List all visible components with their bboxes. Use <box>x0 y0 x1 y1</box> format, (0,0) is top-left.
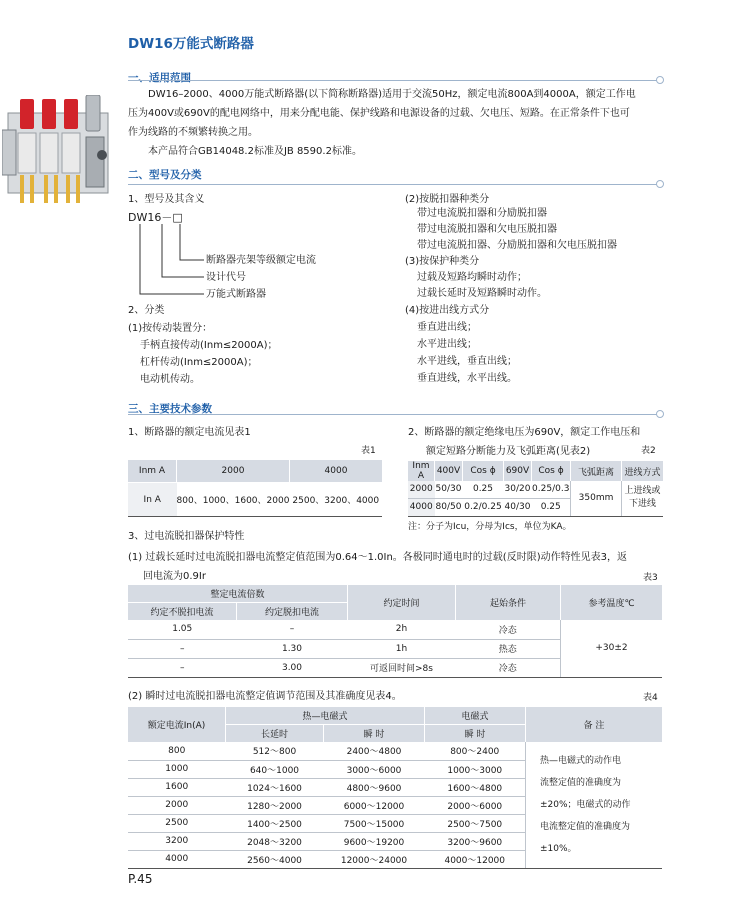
model-title: 1、型号及其含义 <box>128 194 205 205</box>
op-item-2: 杠杆传动(Inm≤2000A)； <box>140 357 258 368</box>
t4-header-long: 长延时 <box>226 724 324 742</box>
t2-row-2-cos-2: 0.25 <box>540 502 561 512</box>
t2-wiring-line-2: 下进线 <box>628 499 656 510</box>
t4-r4-long: 1280～2000 <box>247 801 302 812</box>
section-1-text <box>128 85 668 161</box>
section-3-heading: 三、主要技术参数 <box>128 403 212 415</box>
t3-header-time: 约定时间 <box>348 585 456 620</box>
t2-row-1-inm: 2000 <box>408 481 435 498</box>
section-1-line-3: 作为线路的不频繁转换之用。 <box>128 127 258 138</box>
t3-r1-a: 1.05 <box>172 624 193 635</box>
t4-header-inst-em: 瞬 时 <box>425 724 526 742</box>
t4-r6-em: 3200～9600 <box>447 837 503 848</box>
t4-note-line-3: ±20%；电磁式的动作 <box>540 799 631 810</box>
t4-r1-inst: 2400～4800 <box>346 747 402 758</box>
prot-title: (3)按保护种类分 <box>405 256 480 267</box>
section-1-standard: 本产品符合GB14048.2标准及JB 8590.2标准。 <box>148 146 362 157</box>
t4-note <box>526 742 663 868</box>
section-3-rule-dot <box>656 410 664 418</box>
t3-r3-start: 冷态 <box>498 664 517 674</box>
t2-row-2-400v: 80/50 <box>435 502 462 512</box>
t4-r3-inst: 4800～9600 <box>346 783 402 794</box>
t3-r2-a: – <box>180 643 185 654</box>
wire-item-4: 垂直进线，水平出线。 <box>417 373 517 384</box>
t2-row-2-690v: 40/30 <box>504 502 531 512</box>
section-1-heading: 一、适用范围 <box>128 72 191 84</box>
page-title: DW16万能式断路器 <box>128 36 254 52</box>
table-1 <box>128 459 382 517</box>
section-2-rule <box>128 184 663 185</box>
t4-r7-rated: 4000 <box>165 854 189 864</box>
table-2-label: 表2 <box>641 446 656 456</box>
t2-row-1-cos-2: 0.25/0.3 <box>532 484 570 495</box>
t2-row-2-inm: 4000 <box>408 498 435 516</box>
t1-header-inm: Inm A <box>128 460 177 483</box>
model-item-rated-current: 断路器壳架等级额定电流 <box>206 255 316 266</box>
op-item-1: 手柄直接传动(Inm≤2000A)； <box>140 340 278 351</box>
t3-header-start: 起始条件 <box>456 585 561 620</box>
t2-row-2-cos-1: 0.2/0.25 <box>464 502 502 512</box>
t4-r4-em: 2000～6000 <box>447 801 503 812</box>
t3-r1-time: 2h <box>395 624 408 635</box>
t3-temp: +30±2 <box>561 620 663 677</box>
t2-header-arc: 飞弧距离 <box>571 461 622 481</box>
t3-r1-start: 冷态 <box>498 625 517 636</box>
t4-r2-em: 1000～3000 <box>447 765 503 776</box>
section-2-heading: 二、型号及分类 <box>128 169 202 181</box>
t3-header-trip: 约定脱扣电流 <box>237 602 348 620</box>
t3-r3-a: – <box>180 662 185 673</box>
t4-r5-inst: 7500～15000 <box>343 819 405 830</box>
t4-r1-em: 800～2400 <box>450 747 500 758</box>
t3-r3-b: 3.00 <box>281 662 303 673</box>
table-3-desc-2: 回电流为0.9Ir <box>143 571 206 582</box>
wire-title: (4)按进出线方式分 <box>405 305 490 316</box>
t4-note-line-5: ±10%。 <box>540 843 577 854</box>
table-1-caption: 1、断路器的额定电流见表1 <box>128 427 251 438</box>
class-title: 2、分类 <box>128 305 165 316</box>
t1-row-in: In A <box>128 483 177 517</box>
t2-row-1-cos-1: 0.25 <box>472 484 494 495</box>
t2-header-690v: 690V <box>504 461 532 481</box>
section-1-rule-dot <box>656 76 664 84</box>
t2-header-cos-1: Cos ϕ <box>463 461 504 481</box>
t3-r3-time: 可返回时间>8s <box>370 664 433 674</box>
model-item-design-code: 设计代号 <box>206 272 246 283</box>
t2-header-400v: 400V <box>435 461 463 481</box>
t2-wiring <box>622 481 664 516</box>
t4-r4-inst: 6000～12000 <box>343 801 405 812</box>
t4-r5-long: 1400～2500 <box>247 819 302 830</box>
t4-note-line-2: 流整定值的准确度为 <box>540 777 622 788</box>
table-4-label: 表4 <box>643 693 658 703</box>
op-title: (1)按传动装置分： <box>128 323 213 334</box>
table-3-desc-1: (1) 过载长延时过电流脱扣器电流整定值范围为0.64～1.0In。各极同时通电时的过载(反时限)动作特性见表3，返 <box>128 552 627 563</box>
model-code: DW16－□ <box>128 211 183 224</box>
t3-r1-b: – <box>289 624 295 635</box>
table-2-note: 注：分子为Icu，分母为Ics，单位为KA。 <box>408 522 572 532</box>
model-item-breaker-type: 万能式断路器 <box>206 289 266 300</box>
page-number: P.45 <box>128 872 153 886</box>
table-2-caption-2: 额定短路分断能力及飞弧距离(见表2) <box>426 446 591 457</box>
table-2 <box>408 461 663 517</box>
t4-r3-rated: 1600 <box>165 782 189 792</box>
trip-item-1: 带过电流脱扣器和分励脱扣器 <box>417 208 547 219</box>
t3-r2-b: 1.30 <box>281 643 303 654</box>
section-1-line-2: 压为400V或690V的配电网络中，用来分配电能、保护线路和电源设备的过载、欠电压、短路。在正常条件下也可 <box>128 108 630 119</box>
t4-r2-inst: 3000～6000 <box>346 765 402 776</box>
section-2-rule-dot <box>656 180 664 188</box>
model-code-leader-lines <box>128 222 208 302</box>
t2-header-wiring: 进线方式 <box>622 461 664 481</box>
t4-r3-em: 1600～4800 <box>447 783 503 794</box>
t4-r4-rated: 2000 <box>165 800 189 810</box>
t1-cell-4000: 2500、3200、4000 <box>290 483 383 517</box>
t4-r7-long: 2560～4000 <box>247 855 302 866</box>
t3-header-group: 整定电流倍数 <box>128 585 348 602</box>
table-3-label: 表3 <box>643 573 658 583</box>
t4-header-note: 备 注 <box>526 707 663 742</box>
t4-r6-long: 2048～3200 <box>247 837 302 848</box>
t4-r1-long: 512～800 <box>252 747 297 758</box>
trip-title: (2)按脱扣器种类分 <box>405 194 490 205</box>
t4-r7-inst: 12000～24000 <box>340 855 408 866</box>
table-4-desc: (2) 瞬时过电流脱扣器电流整定值调节范围及其准确度见表4。 <box>128 691 402 702</box>
t2-header-inm: Inm A <box>412 461 430 481</box>
prot-item-1: 过载及短路均瞬时动作； <box>417 272 527 283</box>
t4-header-em: 电磁式 <box>425 707 526 724</box>
t4-r3-long: 1024～1600 <box>247 783 302 794</box>
t4-header-inst: 瞬 时 <box>324 724 425 742</box>
section-3-rule <box>128 414 663 415</box>
t4-note-line-4: 电流整定值的准确度为 <box>540 821 631 832</box>
wire-item-2: 水平进出线； <box>417 339 477 350</box>
section-1-rule <box>128 80 663 81</box>
t2-wiring-line-1: 上进线或 <box>624 486 661 497</box>
t3-r2-time: 1h <box>395 643 408 654</box>
t4-header-thermo: 热—电磁式 <box>226 707 425 724</box>
table-2-caption-1: 2、断路器的额定绝缘电压为690V，额定工作电压和 <box>408 427 641 438</box>
t2-header-cos-2: Cos ϕ <box>532 461 571 481</box>
t1-header-2000: 2000 <box>177 460 290 483</box>
t4-r6-inst: 9600～19200 <box>343 837 405 848</box>
t4-r2-long: 640～1000 <box>249 765 300 776</box>
t4-r5-rated: 2500 <box>165 818 189 828</box>
wire-item-1: 垂直进出线； <box>417 322 477 333</box>
product-photo <box>2 95 122 210</box>
table-4 <box>128 707 662 869</box>
t2-arc-distance: 350mm <box>571 481 622 516</box>
t1-header-4000: 4000 <box>290 460 383 483</box>
t4-r5-em: 2500～7500 <box>447 819 503 830</box>
t1-cell-2000: 800、1000、1600、2000 <box>177 483 290 517</box>
t2-row-1-400v: 50/30 <box>435 484 462 495</box>
section-1-line-1: DW16–2000、4000万能式断路器(以下简称断路器)适用于交流50Hz，额定电流800A到4000A，额定工作电 <box>148 89 636 100</box>
trip-item-2: 带过电流脱扣器和欠电压脱扣器 <box>417 224 557 235</box>
t4-note-line-1: 热—电磁式的动作电 <box>540 755 622 766</box>
t2-row-1-690v: 30/20 <box>504 484 531 495</box>
t4-r2-rated: 1000 <box>165 764 189 774</box>
t4-r7-em: 4000～12000 <box>444 855 506 866</box>
t3-header-temp: 参考温度℃ <box>561 585 663 620</box>
t4-r6-rated: 3200 <box>165 836 189 846</box>
t3-header-no-trip: 约定不脱扣电流 <box>150 607 214 618</box>
t4-header-rated: 额定电流In(A) <box>147 721 206 731</box>
t3-r2-start: 热态 <box>498 645 517 655</box>
table-3-section-title: 3、过电流脱扣器保护特性 <box>128 531 245 542</box>
table-3 <box>128 585 662 678</box>
table-1-label: 表1 <box>361 446 376 456</box>
trip-item-3: 带过电流脱扣器、分励脱扣器和欠电压脱扣器 <box>417 240 617 251</box>
prot-item-2: 过载长延时及短路瞬时动作。 <box>417 288 547 299</box>
t4-r1-rated: 800 <box>168 745 186 756</box>
wire-item-3: 水平进线，垂直出线； <box>417 356 517 367</box>
op-item-3: 电动机传动。 <box>140 374 200 385</box>
